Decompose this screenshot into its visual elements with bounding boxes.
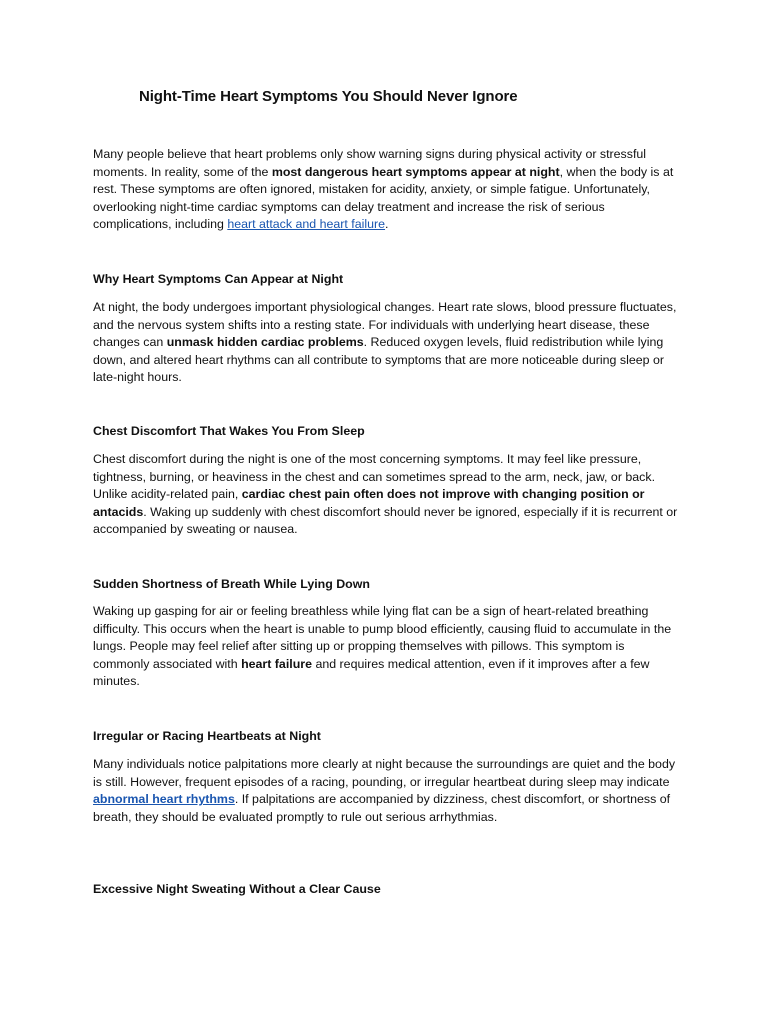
section-paragraph-chest — [93, 451, 678, 539]
why-text-2: . Reduced oxygen levels, fluid redistribution while lying down, and altered heart rhythms can all contribute to symptoms that are more noticeable during sleep or late-night hours. — [93, 335, 664, 385]
section-heading-sweating: Excessive Night Sweating Without a Clear Cause — [93, 882, 381, 896]
section-heading-why: Why Heart Symptoms Can Appear at Night — [93, 272, 344, 286]
section-heading-breath: Sudden Shortness of Breath While Lying Down — [93, 577, 370, 591]
chest-text-1: Chest discomfort during the night is one of the most concerning symptoms. It may feel like pressure, tightness, burning, or heaviness in the chest and can sometimes spread to the arm, neck, jaw, or back. Unlike acidity-related pain, — [93, 452, 656, 502]
intro-text-3: . — [385, 217, 389, 232]
section-heading-chest: Chest Discomfort That Wakes You From Sleep — [93, 424, 365, 438]
intro-bold-text: most dangerous heart symptoms appear at night — [271, 164, 560, 179]
section-paragraph-heartbeats — [93, 756, 678, 826]
chest-bold-text: cardiac chest pain often does not improve with changing position or antacids — [93, 487, 645, 519]
heartbeats-text-1: Many individuals notice palpitations more clearly at night because the surroundings are quiet and the body is still. However, frequent episodes of a racing, pounding, or irregular heartbeat during sleep may indicate — [93, 757, 676, 789]
intro-text-1: Many people believe that heart problems only show warning signs during physical activity or stressful moments. In reality, some of the — [93, 147, 647, 179]
breath-bold-text: heart failure — [241, 656, 312, 671]
chest-text-2: . Waking up suddenly with chest discomfort should never be ignored, especially if it is recurrent or accompanied by sweating or nausea. — [93, 504, 678, 537]
breath-text-1: Waking up gasping for air or feeling breathless while lying flat can be a sign of heart-related breathing difficulty. This occurs when the heart is unable to pump blood efficiently, causing fluid to accumulate in the lungs. People may feel relief after sitting up or propping themselves with pillows. This symptom is commonly associated with — [93, 604, 672, 671]
why-bold-text: unmask hidden cardiac problems — [166, 335, 364, 350]
page-title: Night-Time Heart Symptoms You Should Never Ignore — [139, 88, 518, 105]
intro-text-2: , when the body is at rest. These symptoms are often ignored, mistaken for acidity, anxiety, or simple fatigue. Unfortunately, overlooking night-time cardiac symptoms can delay treatment and increase the risk of serious complications, including — [93, 164, 674, 232]
breath-text-2: and requires medical attention, even if it improves after a few minutes. — [93, 656, 650, 689]
section-heading-heartbeats: Irregular or Racing Heartbeats at Night — [93, 729, 321, 743]
section-paragraph-why — [93, 299, 678, 387]
heart-attack-link[interactable]: heart attack and heart failure — [227, 217, 386, 232]
abnormal-rhythms-link[interactable]: abnormal heart rhythms — [93, 792, 235, 807]
section-paragraph-breath — [93, 603, 678, 691]
why-text-1: At night, the body undergoes important physiological changes. Heart rate slows, blood pressure fluctuates, and the nervous system shifts into a resting state. For individuals with underlying heart disease, these changes can — [93, 300, 677, 350]
intro-paragraph — [93, 146, 678, 234]
heartbeats-text-2: . If palpitations are accompanied by dizziness, chest discomfort, or shortness of breath, they should be evaluated promptly to rule out serious arrhythmias. — [93, 792, 671, 824]
